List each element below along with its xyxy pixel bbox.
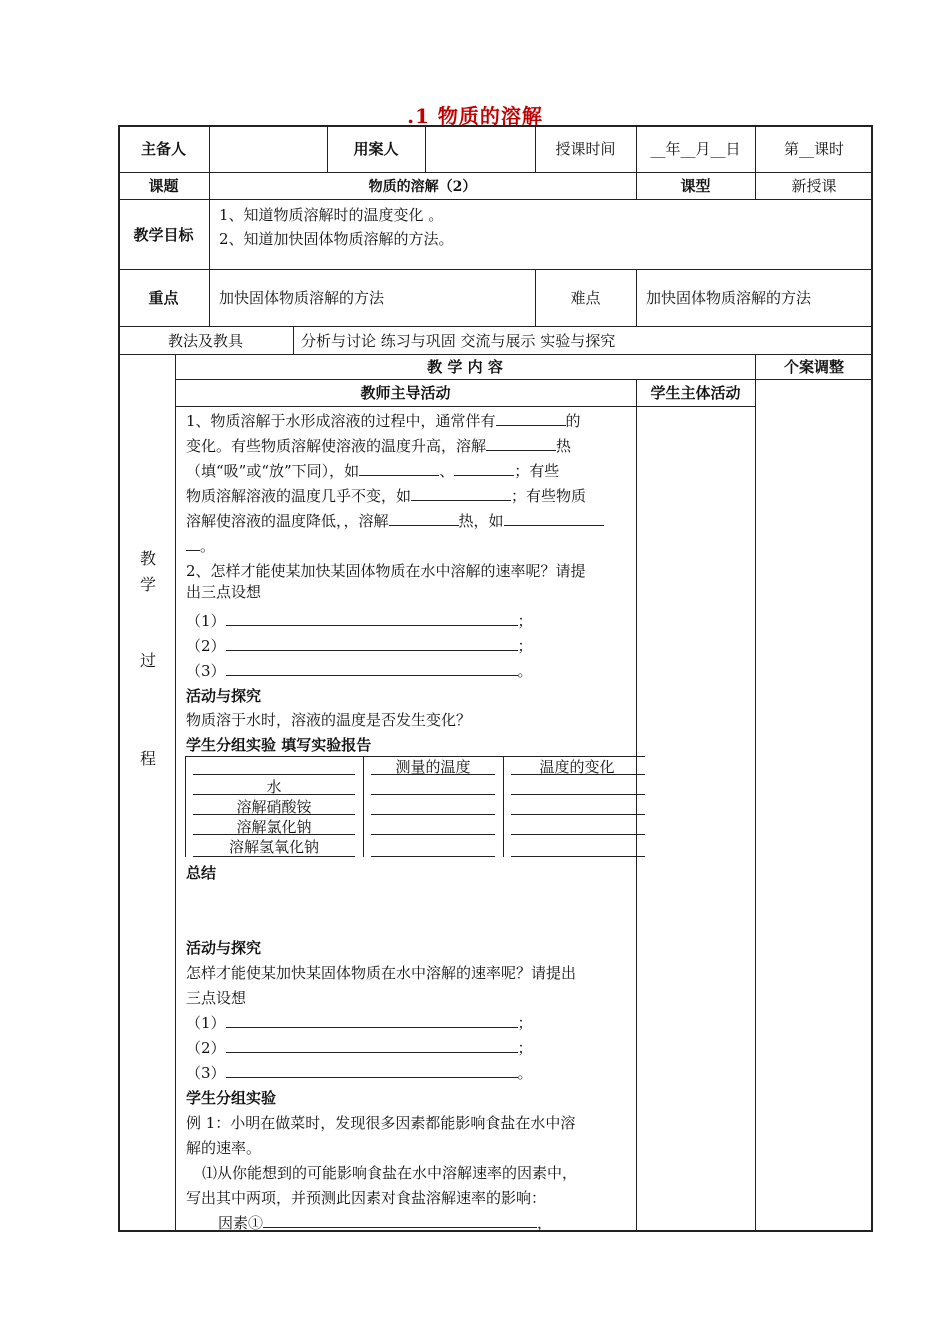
row-divider: [175, 406, 755, 407]
factor-line: 因素① ，: [218, 1214, 553, 1232]
preparer-label: 主备人: [140, 140, 186, 158]
question-1-line: 溶解使溶液的温度降低，，溶解 热，如: [186, 510, 604, 531]
content-header: 教 学 内 容: [427, 358, 503, 376]
table-header-row: [185, 756, 645, 776]
process-side-char: 学: [139, 575, 156, 594]
table-header-cell: 测量的温度: [395, 758, 471, 776]
blank-line: [371, 814, 495, 815]
key-point-label: 重点: [148, 289, 179, 307]
process-side-char: 过: [139, 651, 156, 670]
hypothesis-line: （2） ；: [186, 1039, 533, 1057]
methods-value: 分析与讨论 练习与巩固 交流与展示 实验与探究: [301, 331, 616, 350]
activity-title: 活动与探究: [186, 939, 262, 957]
question-1-line: （填“吸”或“放”下同），如 、 ；有些: [186, 462, 560, 480]
blank-line: [511, 814, 645, 815]
topic-value: 物质的溶解（2）: [368, 178, 477, 195]
process-side-char: 程: [139, 749, 156, 768]
period-field: 第__课时: [783, 140, 844, 158]
blank-line: [371, 856, 495, 857]
blank-line: [511, 774, 645, 775]
table-header-cell: 温度的变化: [539, 758, 615, 776]
user-label: 用案人: [353, 140, 399, 158]
type-value: 新授课: [791, 177, 837, 195]
blank-line: [371, 834, 495, 835]
table-row-label: 溶解氢氧化钠: [228, 838, 319, 856]
process-side-char: 教: [139, 549, 156, 568]
blank-line: [193, 794, 355, 795]
summary-label: 总结: [186, 864, 217, 882]
date-field: __年__月__日: [650, 140, 741, 158]
teacher-header: 教师主导活动: [360, 384, 451, 402]
col-divider: [425, 125, 426, 172]
col-divider: [175, 354, 176, 1232]
objectives-label: 教学目标: [133, 225, 194, 244]
experiment-title: 学生分组实验: [186, 1089, 277, 1107]
hypothesis-line: （1） ；: [186, 1014, 533, 1032]
question-2-line: 2、怎样才能使某加快某固体物质在水中溶解的速率呢？请提: [186, 562, 586, 580]
blank-line: [193, 834, 355, 835]
hypothesis-line: （1） ；: [186, 612, 533, 630]
blank-line: [193, 856, 355, 857]
difficulty-label: 难点: [570, 289, 601, 307]
topic-label: 课题: [148, 177, 179, 195]
example-line: 解的速率。: [186, 1139, 262, 1157]
col-divider: [755, 354, 756, 1232]
activity-question: 怎样才能使某加快某固体物质在水中溶解的速率呢？请提出: [186, 964, 577, 982]
table-row: [185, 776, 645, 796]
col-divider: [636, 269, 637, 326]
time-label: 授课时间: [555, 140, 616, 158]
experiment-title: 学生分组实验 填写实验报告: [186, 736, 372, 754]
blank-line: [511, 856, 645, 857]
question-1-line: 物质溶解溶液的温度几乎不变，如 ；有些物质: [186, 487, 587, 505]
col-divider: [209, 125, 210, 326]
row-divider: [118, 199, 873, 200]
table-row: [185, 796, 645, 816]
example-line: 写出其中两项，并预测此因素对食盐溶解速率的影响：: [186, 1189, 547, 1207]
example-line: ⑴从你能想到的可能影响食盐在水中溶解速率的因素中，: [202, 1164, 578, 1182]
objective-item: 2、知道加快固体物质溶解的方法。: [219, 229, 454, 248]
adjust-header: 个案调整: [783, 358, 844, 376]
blank-line: [511, 834, 645, 835]
hypothesis-line: （3） 。: [186, 662, 533, 680]
blank-line: [511, 794, 645, 795]
blank-line: [371, 774, 495, 775]
question-1-line: 1、物质溶解于水形成溶液的过程中，通常伴有 的: [186, 412, 581, 430]
table-row: [185, 816, 645, 836]
blank-line: [371, 794, 495, 795]
difficulty-value: 加快固体物质溶解的方法: [646, 289, 812, 307]
key-point-value: 加快固体物质溶解的方法: [219, 289, 385, 307]
page-title: .1 物质的溶解: [407, 104, 543, 128]
example-line: 例 1：小明在做菜时，发现很多因素都能影响食盐在水中溶: [186, 1114, 576, 1132]
table-row-label: 溶解氯化钠: [236, 818, 312, 836]
activity-title: 活动与探究: [186, 687, 262, 705]
objective-item: 1、知道物质溶解时的温度变化 。: [219, 205, 444, 224]
methods-label: 教法及教具: [167, 331, 243, 350]
table-row: [185, 836, 645, 856]
table-row-label: 水: [266, 778, 282, 796]
col-divider: [293, 326, 294, 354]
activity-question: 三点设想: [186, 989, 247, 1007]
student-header: 学生主体活动: [650, 384, 741, 402]
blank-line: [193, 774, 355, 775]
hypothesis-line: （3） 。: [186, 1064, 533, 1082]
blank-line: [193, 814, 355, 815]
table-row-label: 溶解硝酸铵: [236, 798, 312, 816]
activity-question: 物质溶于水时，溶液的温度是否发生变化？: [186, 711, 472, 729]
question-2-line: 出三点设想: [186, 583, 262, 601]
question-1-line: 。: [186, 535, 215, 556]
question-1-line: 变化。有些物质溶解使溶液的温度升高，溶解 热: [186, 437, 572, 455]
hypothesis-line: （2） ；: [186, 637, 533, 655]
type-label: 课型: [680, 177, 711, 195]
